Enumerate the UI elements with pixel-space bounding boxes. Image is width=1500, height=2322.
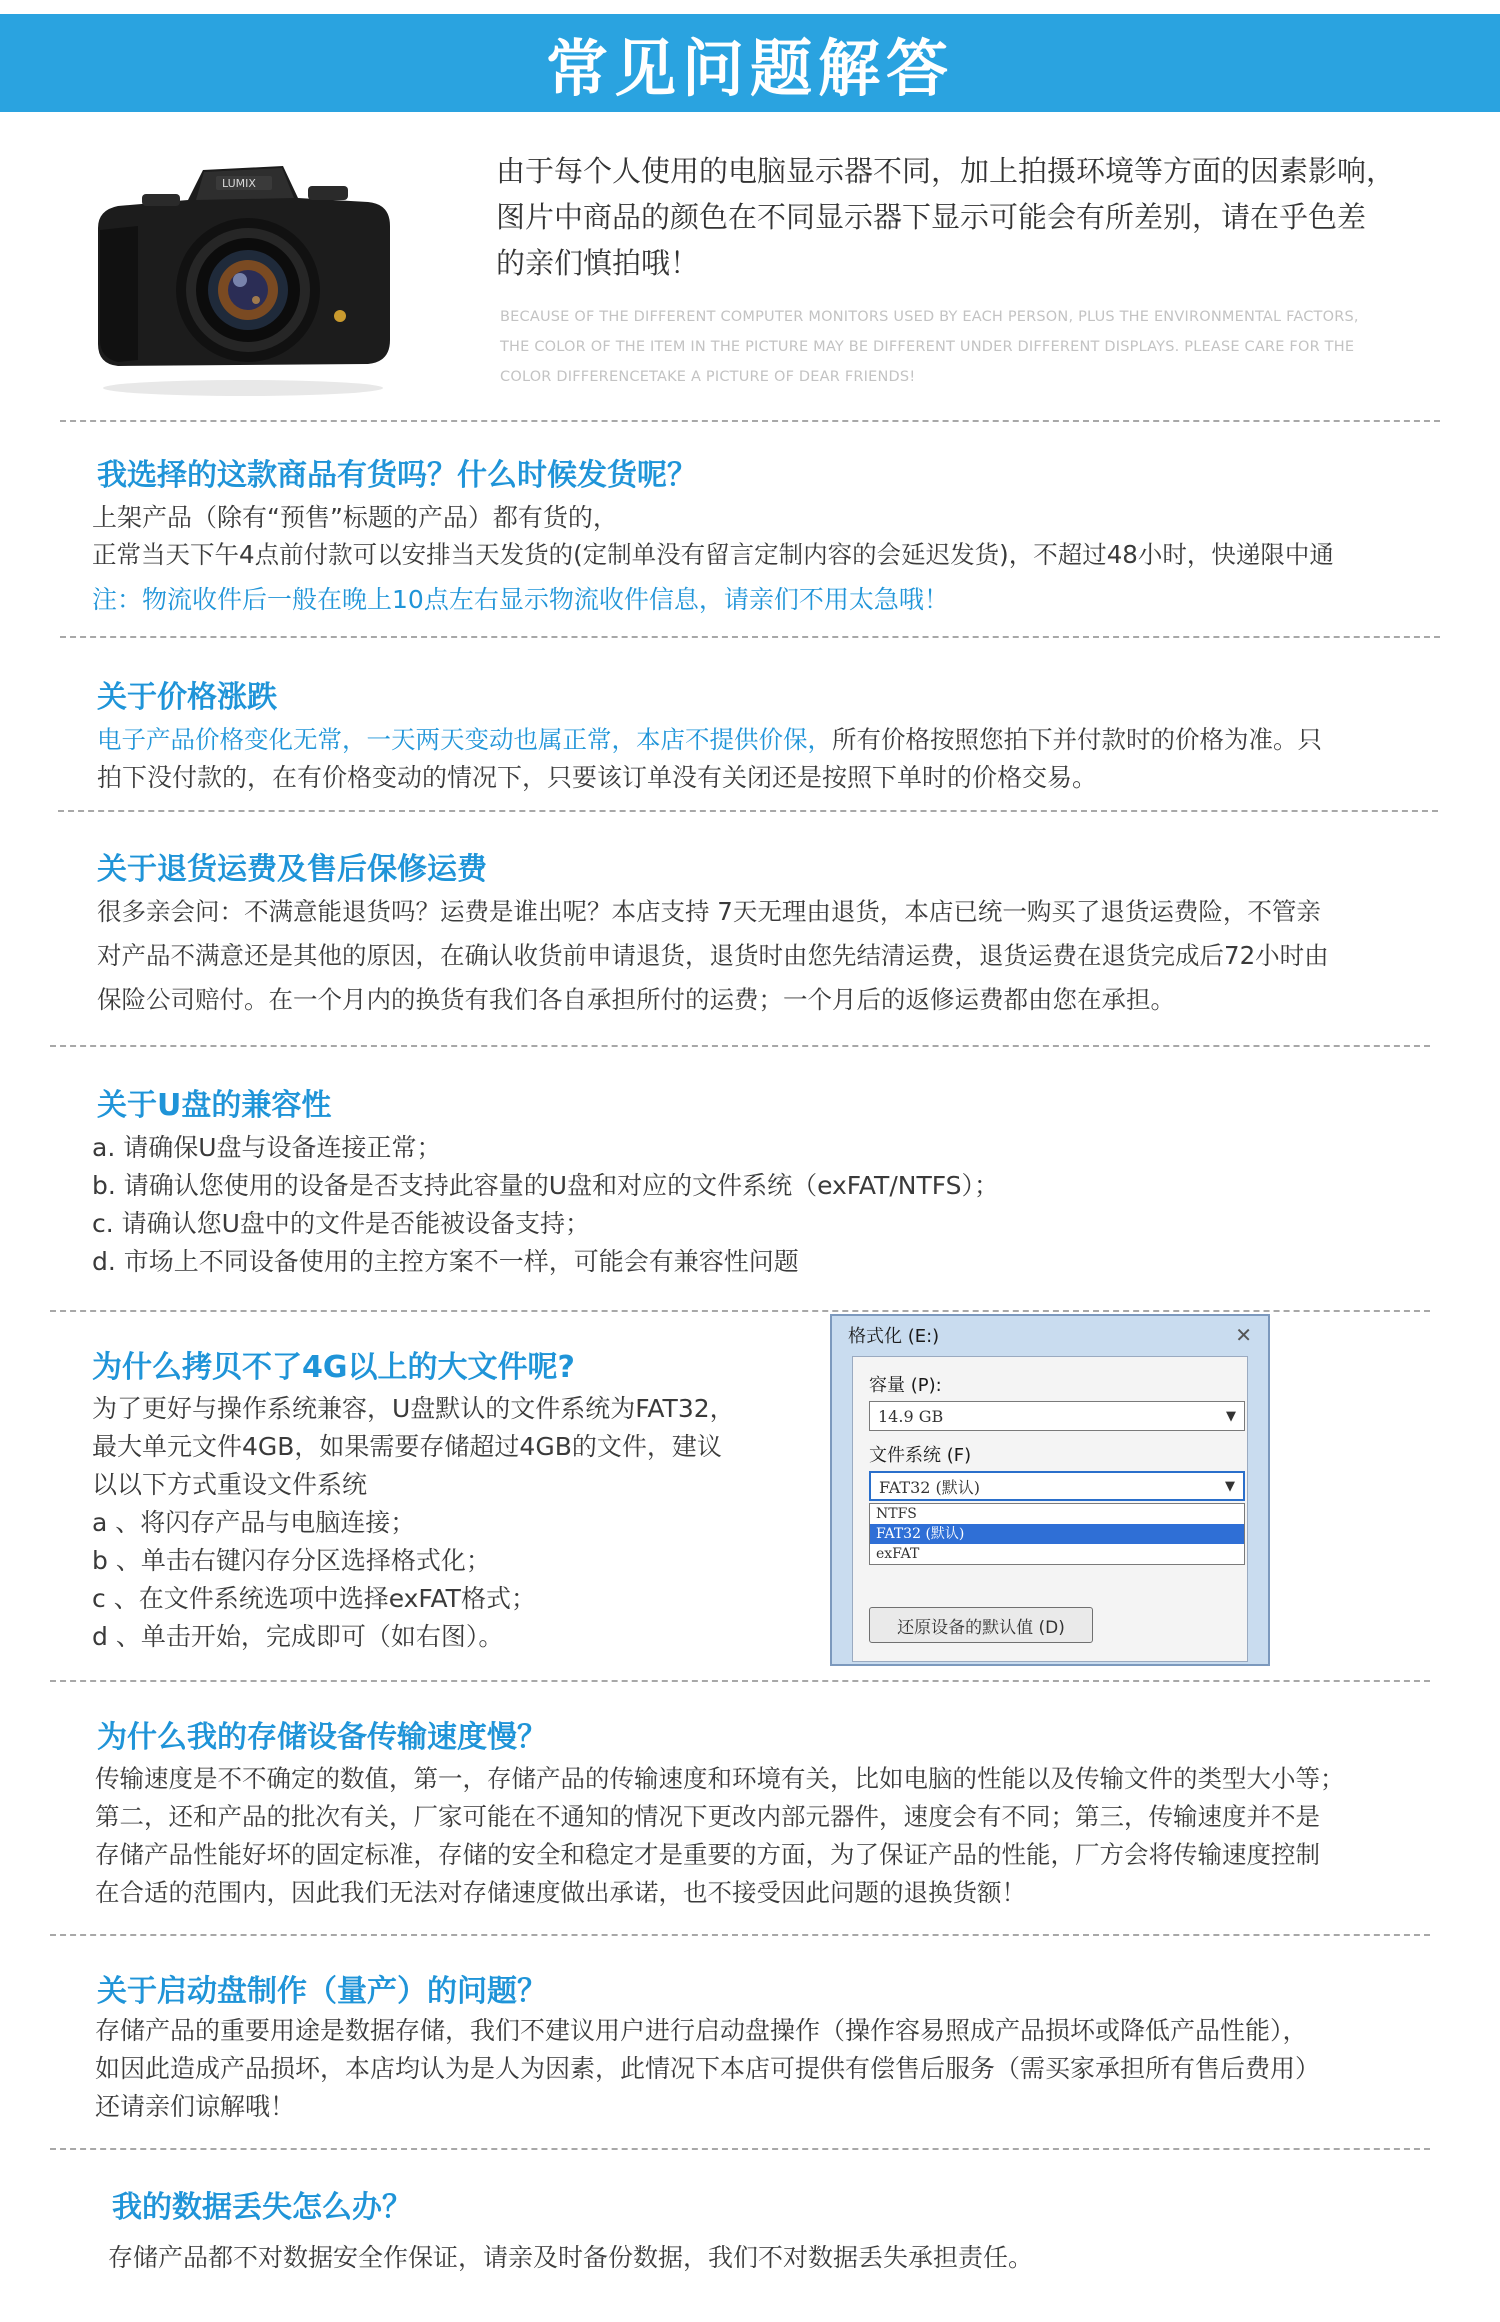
- faq-title-bigfile: 为什么拷贝不了4G以上的大文件呢?: [92, 1350, 575, 1385]
- dialog-title: 格式化 (E:): [848, 1326, 940, 1347]
- capacity-label: 容量 (P):: [869, 1375, 942, 1396]
- faq-note: 注：物流收件后一般在晚上10点左右显示物流收件信息，请亲们不用太急哦！: [92, 585, 949, 614]
- dialog-body: [852, 1356, 1248, 1662]
- intro-line: 由于每个人使用的电脑显示器不同，加上拍摄环境等方面的因素影响，: [496, 154, 1396, 188]
- divider: [50, 1934, 1430, 1936]
- faq-title-stock: 我选择的这款商品有货吗？什么时候发货呢？: [97, 458, 697, 493]
- divider: [50, 2148, 1430, 2150]
- intro-line: 图片中商品的颜色在不同显示器下显示可能会有所差别，请在乎色差: [496, 200, 1367, 234]
- filesystem-option[interactable]: FAT32 (默认): [870, 1524, 1244, 1544]
- list-item: a. 请确保U盘与设备连接正常；: [92, 1133, 442, 1162]
- faq-title-bootdisk: 关于启动盘制作（量产）的问题？: [97, 1974, 547, 2009]
- list-item: b 、单击右键闪存分区选择格式化；: [92, 1546, 491, 1575]
- divider: [58, 810, 1438, 812]
- faq-title-dataloss: 我的数据丢失怎么办？: [112, 2190, 412, 2225]
- faq-title-speed: 为什么我的存储设备传输速度慢？: [97, 1720, 547, 1755]
- camera-image: [78, 140, 408, 400]
- divider: [50, 1310, 1430, 1312]
- faq-text: 在合适的范围内，因此我们无法对存储速度做出承诺，也不接受因此问题的退换货额！: [95, 1878, 1026, 1907]
- filesystem-dropdown-list: [869, 1503, 1245, 1565]
- svg-text:LUMIX: LUMIX: [222, 177, 256, 190]
- faq-text: [97, 720, 1322, 760]
- chevron-down-icon: ▼: [1226, 1408, 1236, 1424]
- faq-text: 拍下没付款的，在有价格变动的情况下，只要该订单没有关闭还是按照下单时的价格交易。: [97, 763, 1098, 792]
- faq-text: 保险公司赔付。在一个月内的换货有我们各自承担所付的运费；一个月后的返修运费都由您在承担。: [97, 985, 1175, 1014]
- dialog-titlebar: [832, 1316, 1268, 1354]
- filesystem-option[interactable]: exFAT: [876, 1546, 920, 1562]
- faq-text: 传输速度是不不确定的数值，第一，存储产品的传输速度和环境有关，比如电脑的性能以及传输文件的类型大小等；: [95, 1764, 1345, 1793]
- filesystem-select[interactable]: [869, 1471, 1245, 1501]
- price-text: 所有价格按照您拍下并付款时的价格为准。只: [832, 725, 1322, 754]
- faq-text: 对产品不满意还是其他的原因，在确认收货前申请退货，退货时由您先结清运费，退货运费在退货完成后72小时由: [97, 941, 1329, 970]
- faq-text: 存储产品都不对数据安全作保证，请亲及时备份数据，我们不对数据丢失承担责任。: [108, 2243, 1034, 2272]
- faq-text: 存储产品的重要用途是数据存储，我们不建议用户进行启动盘操作（操作容易照成产品损坏或降低产品性能），: [95, 2016, 1308, 2045]
- intro-en-line: COLOR DIFFERENCETAKE A PICTURE OF DEAR FRIENDS!: [500, 369, 916, 385]
- chevron-down-icon: ▼: [1225, 1478, 1235, 1494]
- intro-text: [496, 148, 1456, 286]
- filesystem-value: FAT32 (默认): [879, 1477, 980, 1497]
- page-title: 常见问题解答: [545, 31, 954, 105]
- faq-text: 存储产品性能好坏的固定标准，存储的安全和稳定才是重要的方面，为了保证产品的性能，厂方会将传输速度控制: [95, 1840, 1320, 1869]
- restore-defaults-button[interactable]: 还原设备的默认值 (D): [869, 1607, 1093, 1643]
- capacity-select[interactable]: [869, 1401, 1245, 1431]
- list-item: a 、将闪存产品与电脑连接；: [92, 1508, 416, 1537]
- faq-text: 第二，还和产品的批次有关，厂家可能在不通知的情况下更改内部元器件，速度会有不同；第三，传输速度并不是: [95, 1802, 1320, 1831]
- intro-en-line: BECAUSE OF THE DIFFERENT COMPUTER MONITORS USED BY EACH PERSON, PLUS THE ENVIRONMENTAL FACTORS,: [500, 309, 1359, 325]
- faq-text: 最大单元文件4GB，如果需要存储超过4GB的文件，建议: [92, 1432, 722, 1461]
- divider: [50, 1680, 1430, 1682]
- price-highlight: 电子产品价格变化无常，一天两天变动也属正常，本店不提供价保，: [97, 725, 832, 754]
- faq-text: 为了更好与操作系统兼容，U盘默认的文件系统为FAT32，: [92, 1394, 735, 1423]
- capacity-value: 14.9 GB: [878, 1406, 944, 1426]
- faq-title-price: 关于价格涨跌: [97, 680, 277, 715]
- faq-text: 很多亲会问：不满意能退货吗？运费是谁出呢？本店支持 7天无理由退货，本店已统一购买了退货运费险，不管亲: [97, 897, 1321, 926]
- divider: [50, 1045, 1430, 1047]
- filesystem-option[interactable]: NTFS: [876, 1506, 917, 1522]
- faq-text: 以以下方式重设文件系统: [92, 1470, 368, 1499]
- header-banner: [0, 14, 1500, 112]
- divider: [60, 636, 1440, 638]
- list-item: b. 请确认您使用的设备是否支持此容量的U盘和对应的文件系统（exFAT/NTFS）；: [92, 1171, 1000, 1200]
- divider: [60, 420, 1440, 422]
- faq-title-returns: 关于退货运费及售后保修运费: [97, 852, 487, 887]
- intro-line: 的亲们慎拍哦！: [496, 246, 700, 280]
- close-icon[interactable]: ✕: [1235, 1323, 1252, 1347]
- list-item: d 、单击开始，完成即可（如右图）。: [92, 1622, 504, 1651]
- intro-english-text: [500, 302, 1430, 392]
- list-item: c. 请确认您U盘中的文件是否能被设备支持；: [92, 1209, 590, 1238]
- faq-text: 还请亲们谅解哦！: [95, 2092, 296, 2121]
- faq-text: 上架产品（除有“预售”标题的产品）都有货的，: [92, 503, 618, 532]
- faq-text: 正常当天下午4点前付款可以安排当天发货的(定制单没有留言定制内容的会延迟发货)，不超过48小时，快递限中通: [92, 540, 1334, 569]
- faq-text: 如因此造成产品损坏，本店均认为是人为因素，此情况下本店可提供有偿售后服务（需买家承担所有售后费用）: [95, 2054, 1321, 2083]
- intro-en-line: THE COLOR OF THE ITEM IN THE PICTURE MAY BE DIFFERENT UNDER DIFFERENT DISPLAYS. PLEASE CARE FOR THE: [500, 339, 1355, 355]
- filesystem-label: 文件系统 (F): [869, 1445, 972, 1466]
- list-item: d. 市场上不同设备使用的主控方案不一样，可能会有兼容性问题: [92, 1247, 799, 1276]
- faq-title-compat: 关于U盘的兼容性: [97, 1088, 332, 1123]
- format-dialog: [830, 1314, 1270, 1666]
- list-item: c 、在文件系统选项中选择exFAT格式；: [92, 1584, 536, 1613]
